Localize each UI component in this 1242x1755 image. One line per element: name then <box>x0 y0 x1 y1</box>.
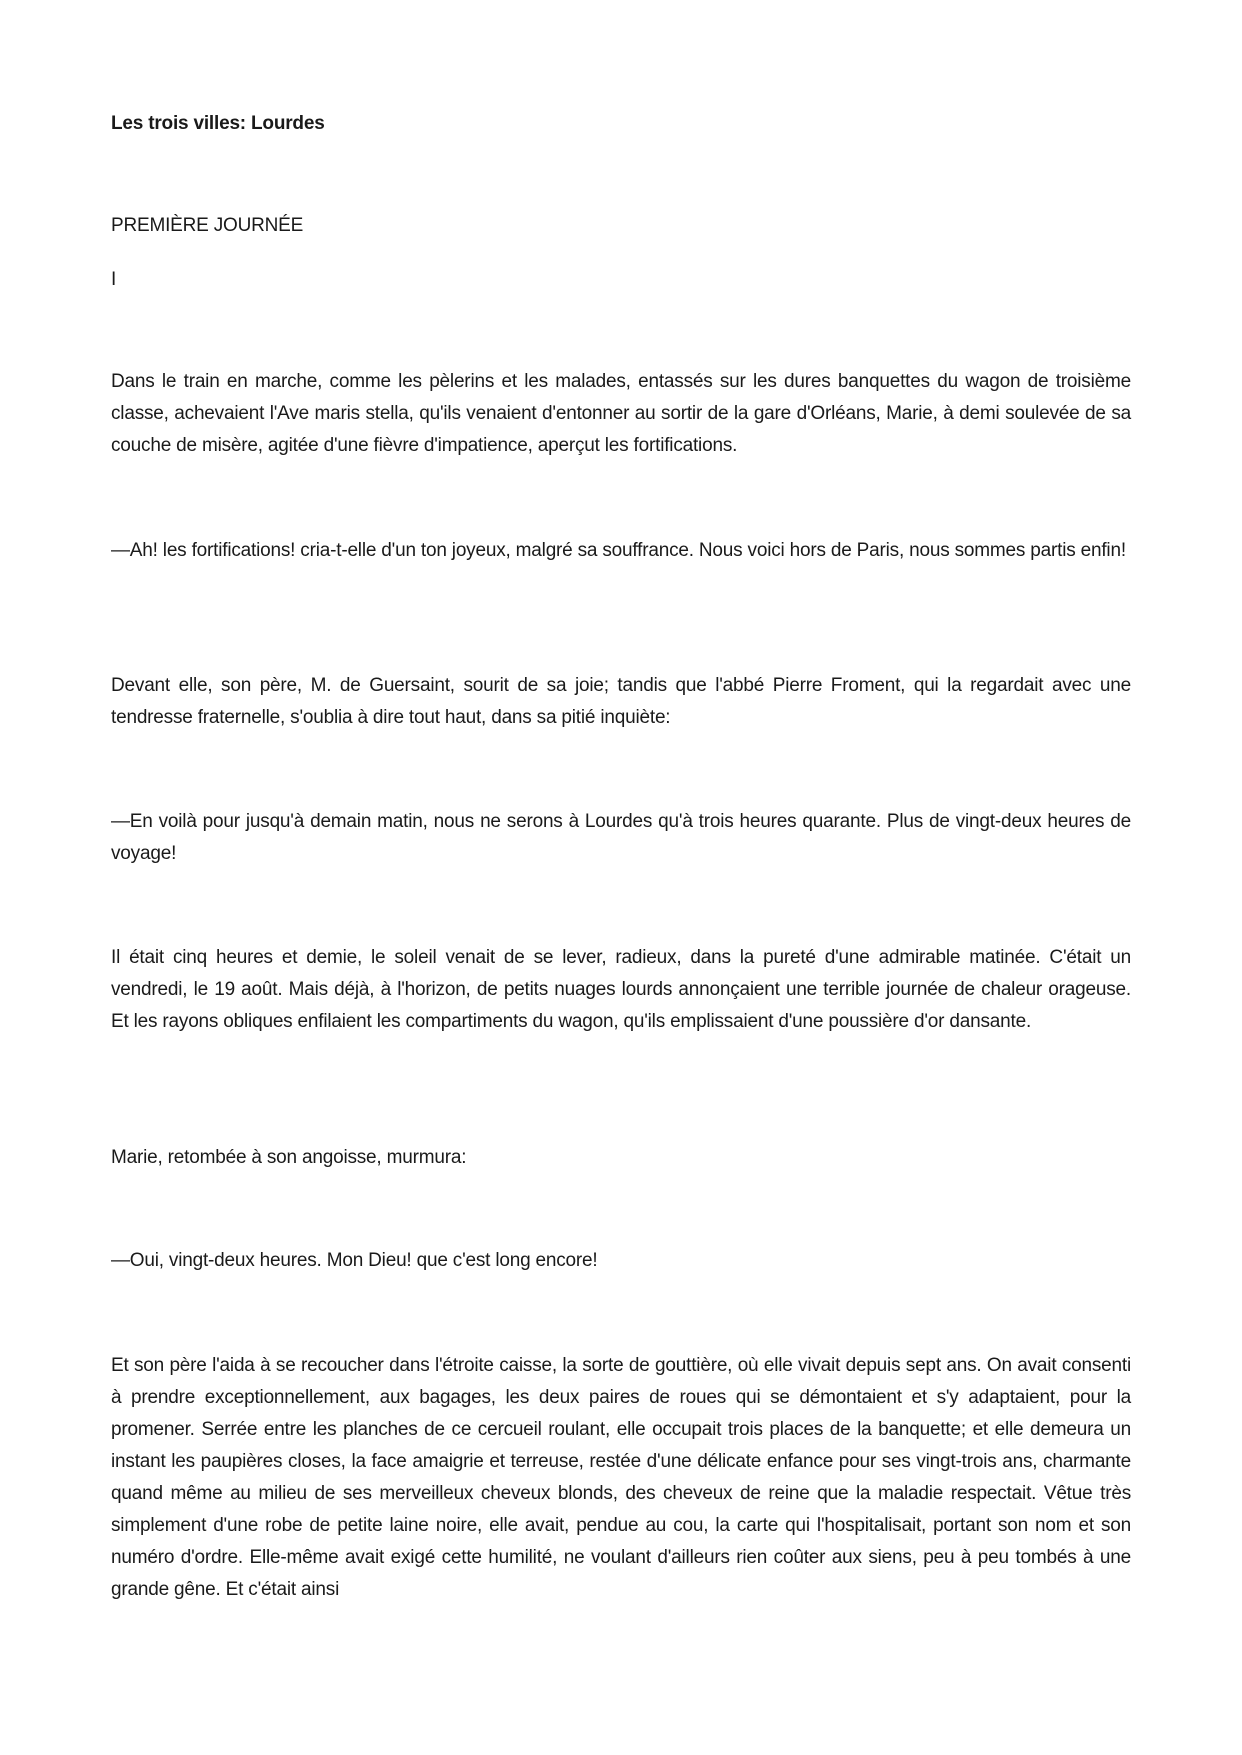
paragraph: Et son père l'aida à se recoucher dans l'étroite caisse, la sorte de gouttière, où elle vivait depuis sept ans. On avait consenti à prendre exceptionnellement, aux bagages, les deux paires de roues qui se démontaient et s'y adaptaient, pour la promener. Serrée entre les planches de ce cercueil roulant, elle occupait trois places de la banquette; et elle demeura un instant les paupières closes, la face amaigrie et terreuse, restée d'une délicate enfance pour ses vingt-trois ans, charmante quand même au milieu de ses merveilleux cheveux blonds, des cheveux de reine que la maladie respectait. Vêtue très simplement d'une robe de petite laine noire, elle avait, pendue au cou, la carte qui l'hospitalisait, portant son nom et son numéro d'ordre. Elle-même avait exigé cette humilité, ne voulant d'ailleurs rien coûter aux siens, peu à peu tombés à une grande gêne. Et c'était ainsi <box>111 1355 1131 1600</box>
chapter-number: I <box>111 269 117 290</box>
part-heading: PREMIÈRE JOURNÉE <box>111 215 304 236</box>
paragraph: —Ah! les fortifications! cria-t-elle d'un ton joyeux, malgré sa souffrance. Nous voici hors de Paris, nous sommes partis enfin! <box>111 540 1126 561</box>
paragraph: Dans le train en marche, comme les pèlerins et les malades, entassés sur les dures banquettes du wagon de troisième classe, achevaient l'Ave maris stella, qu'ils venaient d'entonner au sortir de la gare d'Orléans, Marie, à demi soulevée de sa couche de misère, agitée d'une fièvre d'impatience, aperçut les fortifications. <box>111 371 1131 456</box>
paragraph: —En voilà pour jusqu'à demain matin, nous ne serons à Lourdes qu'à trois heures quarante. Plus de vingt-deux heures de voyage! <box>111 811 1131 864</box>
paragraph: Devant elle, son père, M. de Guersaint, sourit de sa joie; tandis que l'abbé Pierre Froment, qui la regardait avec une tendresse fraternelle, s'oublia à dire tout haut, dans sa pitié inquiète: <box>111 675 1131 728</box>
paragraph: Il était cinq heures et demie, le soleil venait de se lever, radieux, dans la pureté d'une admirable matinée. C'était un vendredi, le 19 août. Mais déjà, à l'horizon, de petits nuages lourds annonçaient une terrible journée de chaleur orageuse. Et les rayons obliques enfilaient les compartiments du wagon, qu'ils emplissaient d'une poussière d'or dansante. <box>111 947 1131 1032</box>
document-title: Les trois villes: Lourdes <box>111 113 325 134</box>
paragraph: Marie, retombée à son angoisse, murmura: <box>111 1147 467 1168</box>
paragraph: —Oui, vingt-deux heures. Mon Dieu! que c'est long encore! <box>111 1250 598 1271</box>
